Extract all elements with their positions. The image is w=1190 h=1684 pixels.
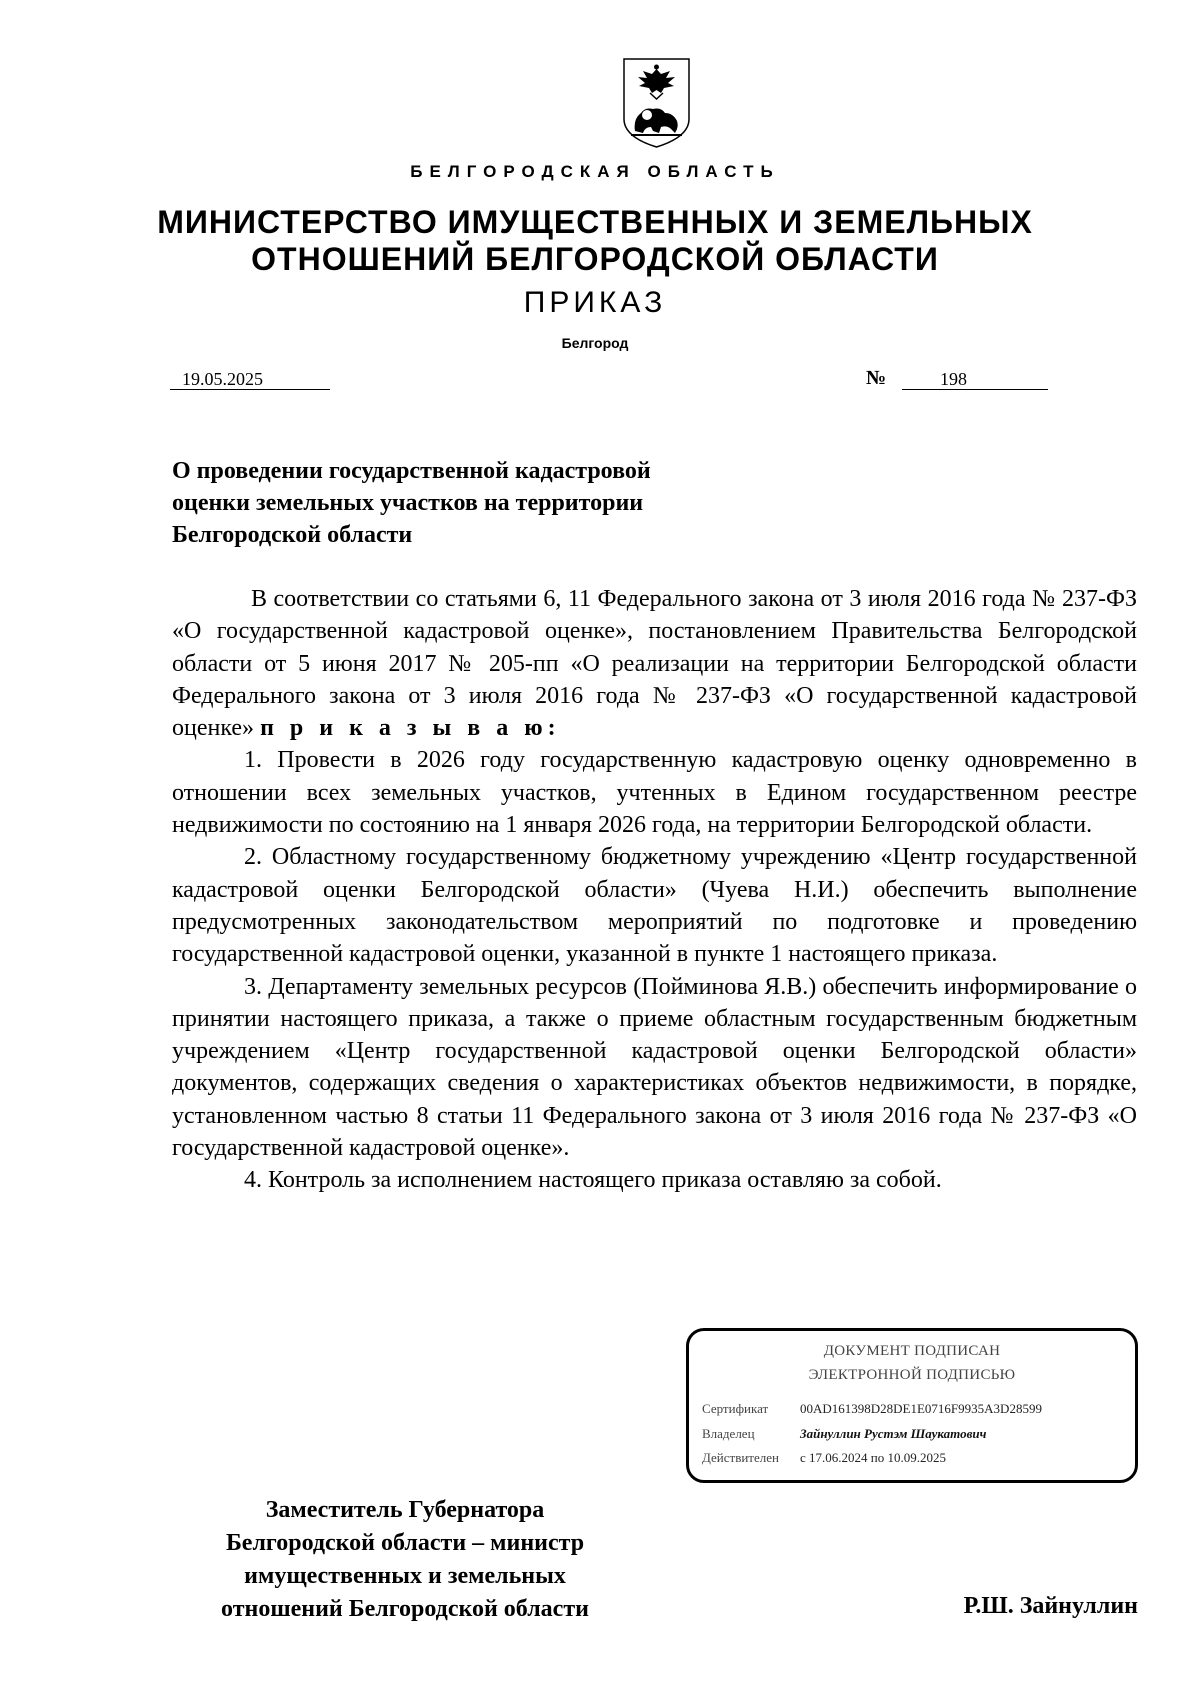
ministry-name-line: МИНИСТЕРСТВО ИМУЩЕСТВЕННЫХ И ЗЕМЕЛЬНЫХ <box>157 204 1033 240</box>
order-item-3: 3. Департаменту земельных ресурсов (Пойминова Я.В.) обеспечить информирование о принятии настоящего приказа, а также о приеме областным государственным бюджетным учреждением «Центр государственной кадастровой оценки Белгородской области» документов, содержащих сведения о характеристиках объектов недвижимости, в порядке, установленном частью 8 статьи 11 Федерального закона от 3 июля 2016 года № 237-ФЗ «О государственной кадастровой оценке». <box>172 973 1137 1162</box>
owner-label: Владелец <box>702 1426 755 1441</box>
owner-value: Зайнуллин Рустэм Шаукатович <box>800 1426 987 1441</box>
position-line: Белгородской области – министр <box>225 1530 585 1556</box>
stamp-owner-row <box>702 1426 986 1442</box>
stamp-title <box>689 1339 1135 1387</box>
order-item-1: 1. Провести в 2026 году государственную кадастровую оценку одновременно в отношении всех земельных участков, учтенных в Едином государственном реестре недвижимости по состоянию на 1 января 2026 года, на территории Белгородской области. <box>172 747 1137 839</box>
coat-of-arms-icon <box>621 57 692 149</box>
region-name: БЕЛГОРОДСКАЯ ОБЛАСТЬ <box>410 162 780 181</box>
number-label: № <box>866 367 887 389</box>
decree-word: п р и к а з ы в а ю: <box>260 715 561 742</box>
position-line: Заместитель Губернатора <box>265 1497 545 1523</box>
ministry-name-line: ОТНОШЕНИЙ БЕЛГОРОДСКОЙ ОБЛАСТИ <box>251 241 939 277</box>
preamble-text: В соответствии со статьями 6, 11 Федерального закона от 3 июля 2016 года № 237-ФЗ «О государственной кадастровой оценке», постановлением Правительства Белгородской области от 5 июня 2017 № 205-пп «О реализации на территории Белгородской области Федерального закона от 3 июля 2016 года № 237-ФЗ «О государственной кадастровой оценке» <box>172 586 1137 742</box>
document-subject <box>172 455 772 551</box>
document-type: ПРИКАЗ <box>523 286 667 319</box>
city-name: Белгород <box>561 335 629 351</box>
stamp-title-line: ЭЛЕКТРОННОЙ ПОДПИСЬЮ <box>808 1367 1016 1383</box>
subject-line: оценки земельных участков на территории <box>172 490 644 516</box>
subject-line: Белгородской области <box>172 522 413 548</box>
stamp-validity-row <box>702 1450 946 1466</box>
preamble-paragraph <box>172 583 1137 744</box>
validity-label: Действителен <box>702 1450 779 1465</box>
document-number: 198 <box>902 369 1048 390</box>
position-line: отношений Белгородской области <box>221 1596 589 1622</box>
order-item-2: 2. Областному государственному бюджетному учреждению «Центр государственной кадастровой оценки Белгородской области» (Чуева Н.И.) обеспечить выполнение предусмотренных законодательством мероприятий по подготовке и проведению государственной кадастровой оценки, указанной в пункте 1 настоящего приказа. <box>172 844 1137 968</box>
document-body <box>172 583 1137 1197</box>
document-date: 19.05.2025 <box>170 369 330 390</box>
subject-line: О проведении государственной кадастровой <box>172 458 651 484</box>
electronic-signature-stamp <box>686 1328 1138 1483</box>
certificate-label: Сертификат <box>702 1401 769 1416</box>
signatory-position <box>170 1494 640 1626</box>
stamp-title-line: ДОКУМЕНТ ПОДПИСАН <box>823 1343 1001 1359</box>
stamp-certificate-row <box>702 1401 1042 1417</box>
position-line: имущественных и земельных <box>244 1563 566 1589</box>
ministry-name <box>0 204 1190 278</box>
signatory-name: Р.Ш. Зайнуллин <box>963 1593 1138 1619</box>
order-item-4: 4. Контроль за исполнением настоящего приказа оставляю за собой. <box>244 1167 942 1194</box>
validity-value: с 17.06.2024 по 10.09.2025 <box>800 1450 946 1465</box>
certificate-value: 00AD161398D28DE1E0716F9935A3D28599 <box>800 1401 1042 1416</box>
